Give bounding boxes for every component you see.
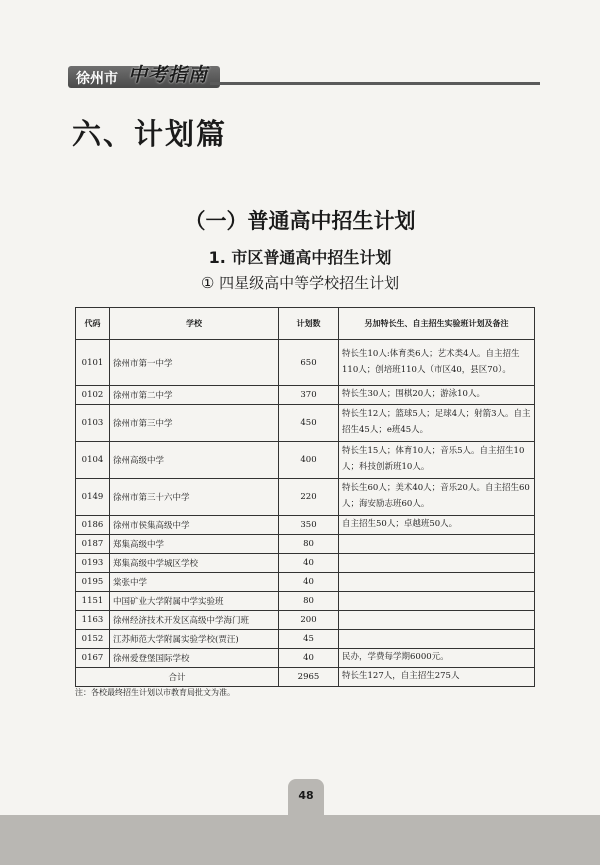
cell-school: 徐州市第二中学 [110,386,279,405]
bottom-bar [0,815,600,865]
cell-code: 0195 [76,573,110,592]
cell-school: 徐州爱登堡国际学校 [110,649,279,668]
cell-code: 0104 [76,442,110,479]
cell-school: 郑集高级中学城区学校 [110,554,279,573]
chapter-title: 六、计划篇 [72,117,228,151]
header-guide-logo: 中考指南 [128,64,209,86]
table-row [76,592,535,611]
cell-school: 徐州经济技术开发区高级中学海门班 [110,611,279,630]
sub-subsection-title: ① 四星级高中等学校招生计划 [200,274,400,292]
total-label: 合计 [76,668,279,687]
cell-plan: 40 [279,649,339,668]
cell-school: 中国矿业大学附属中学实验班 [110,592,279,611]
total-note: 特长生127人，自主招生275人 [339,668,535,687]
section-title: （一）普通高中招生计划 [184,209,416,233]
table-row [76,554,535,573]
cell-note [339,535,535,554]
running-header [68,66,220,88]
header-note: 另加特长生、自主招生实验班计划及备注 [339,308,535,340]
cell-plan: 80 [279,592,339,611]
cell-plan: 40 [279,573,339,592]
header-city: 徐州市 [76,71,118,87]
table-header-row [76,308,535,340]
footnote: 注：各校最终招生计划以市教育局批文为准。 [75,688,235,697]
cell-code: 1151 [76,592,110,611]
cell-note: 特长生15人；体育10人；音乐5人。自主招生10人；科技创新班10人。 [339,442,535,479]
cell-plan: 370 [279,386,339,405]
cell-plan: 40 [279,554,339,573]
table-row [76,516,535,535]
cell-school: 徐州高级中学 [110,442,279,479]
cell-code: 0101 [76,340,110,386]
cell-note: 特长生30人；围棋20人；游泳10人。 [339,386,535,405]
cell-plan: 200 [279,611,339,630]
page-number: 48 [288,779,324,815]
cell-plan: 450 [279,405,339,442]
cell-note: 自主招生50人；卓越班50人。 [339,516,535,535]
cell-school: 徐州市第三中学 [110,405,279,442]
enrollment-plan-table [75,307,535,687]
cell-school: 徐州市第一中学 [110,340,279,386]
cell-code: 1163 [76,611,110,630]
cell-note: 特长生60人；美术40人；音乐20人。自主招生60人；海安励志班60人。 [339,479,535,516]
cell-code: 0193 [76,554,110,573]
cell-note [339,592,535,611]
header-code: 代码 [76,308,110,340]
cell-plan: 400 [279,442,339,479]
table-row [76,386,535,405]
cell-school: 棠张中学 [110,573,279,592]
subsection-title: 1. 市区普通高中招生计划 [208,248,392,267]
table-row [76,405,535,442]
cell-note [339,611,535,630]
header-school: 学校 [110,308,279,340]
table-row [76,611,535,630]
cell-school: 江苏师范大学附属实验学校(贾汪) [110,630,279,649]
table-row [76,573,535,592]
cell-plan: 80 [279,535,339,554]
cell-code: 0149 [76,479,110,516]
header-plan: 计划数 [279,308,339,340]
cell-note: 特长生12人；篮球5人；足球4人；射箭3人。自主招生45人；e班45人。 [339,405,535,442]
table-row [76,442,535,479]
cell-plan: 220 [279,479,339,516]
cell-code: 0152 [76,630,110,649]
table-row [76,630,535,649]
header-rule [210,82,540,85]
total-plan: 2965 [279,668,339,687]
cell-plan: 45 [279,630,339,649]
cell-school: 徐州市第三十六中学 [110,479,279,516]
cell-note: 民办，学费每学期6000元。 [339,649,535,668]
cell-note [339,573,535,592]
cell-plan: 650 [279,340,339,386]
table-row [76,340,535,386]
cell-school: 徐州市侯集高级中学 [110,516,279,535]
cell-code: 0102 [76,386,110,405]
table-body [76,340,535,687]
cell-note [339,554,535,573]
table-row [76,649,535,668]
cell-note: 特长生10人:体育类6人；艺术类4人。自主招生110人；创培班110人（市区40，县区70）。 [339,340,535,386]
table-row [76,535,535,554]
cell-code: 0167 [76,649,110,668]
cell-note [339,630,535,649]
cell-plan: 350 [279,516,339,535]
cell-code: 0187 [76,535,110,554]
cell-code: 0186 [76,516,110,535]
table-total-row [76,668,535,687]
table-row [76,479,535,516]
cell-code: 0103 [76,405,110,442]
cell-school: 郑集高级中学 [110,535,279,554]
